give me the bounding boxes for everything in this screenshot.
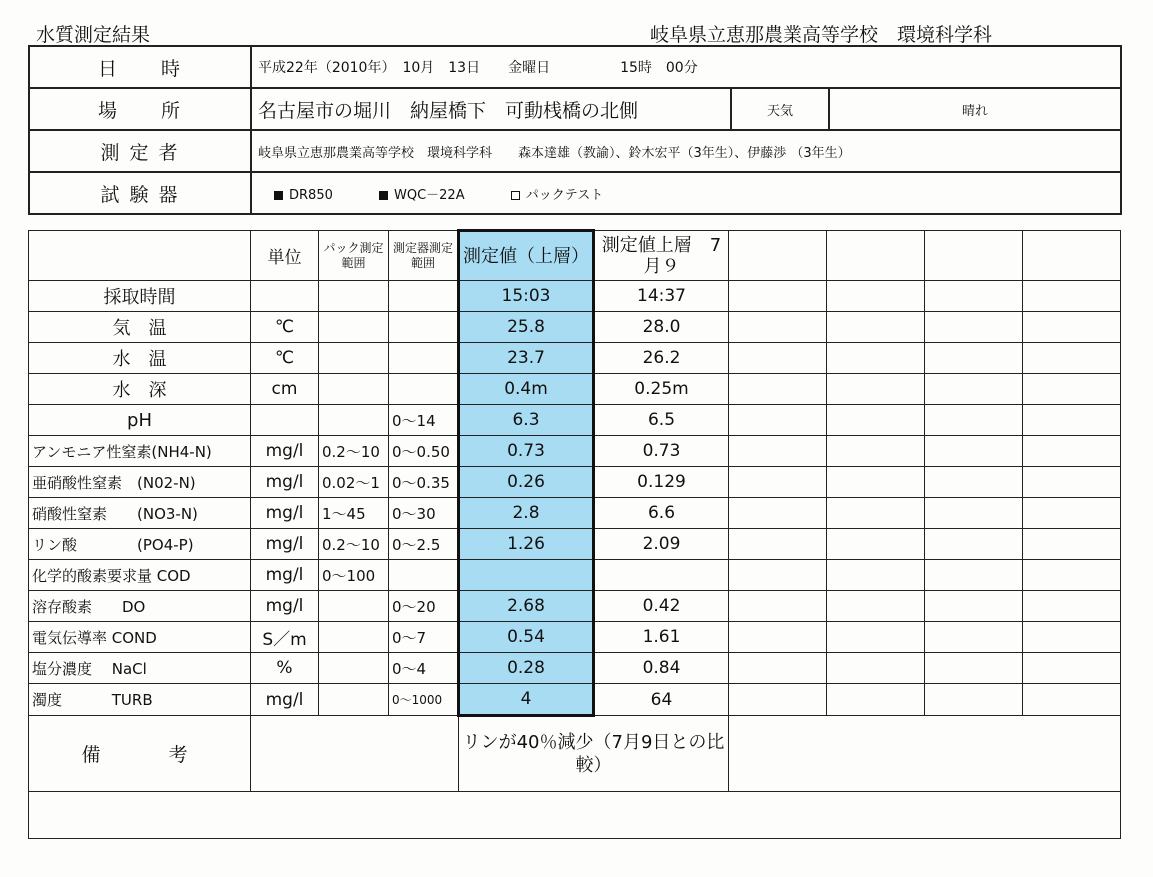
instrument-name: DR850	[289, 187, 333, 203]
empty-cell	[925, 343, 1023, 374]
empty-cell	[1023, 498, 1121, 529]
row-unit: mg/l	[251, 591, 319, 622]
empty-cell	[729, 467, 827, 498]
row-meter-range: 0～0.35	[389, 467, 459, 498]
row-meter-range	[389, 374, 459, 405]
table-row	[29, 622, 1121, 653]
info-table	[28, 45, 1122, 215]
weather-value: 晴れ	[829, 88, 1121, 130]
row-previous-value: 2.09	[594, 529, 729, 560]
row-meter-range	[389, 281, 459, 312]
place-value: 名古屋市の堀川 納屋橋下 可動桟橋の北側	[251, 88, 731, 130]
row-meter-range: 0～1000	[389, 684, 459, 716]
empty-cell	[925, 312, 1023, 343]
instrument-name: WQC－22A	[394, 187, 465, 203]
remarks-value: リンが40％減少（7月9日との比較）	[459, 716, 729, 792]
row-item: 亜硝酸性窒素 (N02-N)	[29, 467, 251, 498]
empty-cell	[1023, 560, 1121, 591]
row-item: 塩分濃度 NaCl	[29, 653, 251, 684]
empty-cell	[729, 560, 827, 591]
empty-cell	[29, 792, 1121, 839]
row-meter-range: 0～14	[389, 405, 459, 436]
empty-cell	[827, 591, 925, 622]
row-current-value: 1.26	[459, 529, 594, 560]
empty-cell	[1023, 281, 1121, 312]
empty-cell	[827, 436, 925, 467]
empty-cell	[729, 622, 827, 653]
empty-cell	[925, 529, 1023, 560]
row-pack-range	[319, 374, 389, 405]
remarks-row	[29, 716, 1121, 792]
row-current-value: 2.8	[459, 498, 594, 529]
table-row	[29, 374, 1121, 405]
table-row	[29, 405, 1121, 436]
row-previous-value: 1.61	[594, 622, 729, 653]
table-row	[29, 343, 1121, 374]
checked-box-icon	[274, 191, 283, 200]
row-current-value: 6.3	[459, 405, 594, 436]
empty-cell	[827, 498, 925, 529]
row-current-value: 0.54	[459, 622, 594, 653]
empty-cell	[1023, 436, 1121, 467]
empty-cell	[827, 405, 925, 436]
row-item: 硝酸性窒素 (NO3-N)	[29, 498, 251, 529]
row-previous-value	[594, 560, 729, 591]
row-unit: ℃	[251, 312, 319, 343]
empty-cell	[827, 312, 925, 343]
empty-cell	[729, 312, 827, 343]
row-unit: %	[251, 653, 319, 684]
empty-cell	[827, 374, 925, 405]
empty-cell	[925, 653, 1023, 684]
empty-cell	[925, 374, 1023, 405]
row-item: 電気伝導率 COND	[29, 622, 251, 653]
remarks-label: 備 考	[29, 716, 251, 792]
row-current-value: 15:03	[459, 281, 594, 312]
row-previous-value: 64	[594, 684, 729, 716]
row-item: 濁度 TURB	[29, 684, 251, 716]
empty-cell	[1023, 591, 1121, 622]
empty-cell	[827, 467, 925, 498]
row-meter-range	[389, 560, 459, 591]
row-current-value: 2.68	[459, 591, 594, 622]
empty-cell	[729, 405, 827, 436]
row-unit: mg/l	[251, 684, 319, 716]
row-unit: mg/l	[251, 498, 319, 529]
empty-cell	[1023, 467, 1121, 498]
row-pack-range	[319, 343, 389, 374]
empty-cell	[729, 436, 827, 467]
header-item-cell	[29, 231, 251, 281]
table-row	[29, 529, 1121, 560]
row-pack-range: 0.02～1	[319, 467, 389, 498]
empty-cell	[729, 716, 1121, 792]
datetime-value: 平成22年（2010年） 10月 13日 金曜日 15時 00分	[251, 46, 1121, 88]
instrument-list	[251, 172, 1121, 214]
row-item: 溶存酸素 DO	[29, 591, 251, 622]
header-meter-range: 測定器測定範囲	[389, 231, 459, 281]
row-item: アンモニア性窒素(NH4-N)	[29, 436, 251, 467]
empty-cell	[1023, 343, 1121, 374]
header-unit: 単位	[251, 231, 319, 281]
checked-box-icon	[379, 191, 388, 200]
empty-cell	[1023, 405, 1121, 436]
empty-cell	[1023, 653, 1121, 684]
row-unit	[251, 281, 319, 312]
row-current-value: 23.7	[459, 343, 594, 374]
place-label: 場 所	[29, 88, 251, 130]
row-unit: mg/l	[251, 529, 319, 560]
row-item: 化学的酸素要求量 COD	[29, 560, 251, 591]
empty-cell	[925, 281, 1023, 312]
datetime-row	[29, 46, 1121, 88]
row-meter-range: 0～20	[389, 591, 459, 622]
weather-label: 天気	[731, 88, 829, 130]
empty-cell	[1023, 684, 1121, 716]
table-row	[29, 591, 1121, 622]
table-row	[29, 498, 1121, 529]
empty-cell	[729, 591, 827, 622]
blank-row	[29, 792, 1121, 839]
row-pack-range: 0.2～10	[319, 436, 389, 467]
page-title: 水質測定結果	[36, 24, 151, 46]
row-meter-range: 0～2.5	[389, 529, 459, 560]
empty-cell	[925, 622, 1023, 653]
empty-cell	[925, 560, 1023, 591]
table-row	[29, 684, 1121, 716]
empty-cell	[925, 436, 1023, 467]
empty-cell	[1023, 312, 1121, 343]
row-pack-range	[319, 684, 389, 716]
row-item: 気 温	[29, 312, 251, 343]
row-unit: S／m	[251, 622, 319, 653]
instrument-row	[29, 172, 1121, 214]
row-pack-range	[319, 281, 389, 312]
empty-cell	[1023, 529, 1121, 560]
empty-cell	[925, 498, 1023, 529]
empty-cell	[827, 560, 925, 591]
empty-cell	[925, 231, 1023, 281]
row-unit: mg/l	[251, 560, 319, 591]
empty-cell	[827, 343, 925, 374]
row-current-value: 0.28	[459, 653, 594, 684]
row-pack-range	[319, 312, 389, 343]
place-row	[29, 88, 1121, 130]
row-previous-value: 0.73	[594, 436, 729, 467]
row-pack-range	[319, 405, 389, 436]
row-unit: ℃	[251, 343, 319, 374]
empty-cell	[925, 684, 1023, 716]
measurer-row	[29, 130, 1121, 172]
row-meter-range: 0～30	[389, 498, 459, 529]
row-previous-value: 0.129	[594, 467, 729, 498]
unchecked-box-icon	[511, 191, 520, 200]
instrument-option	[379, 188, 465, 203]
row-previous-value: 26.2	[594, 343, 729, 374]
empty-cell	[925, 405, 1023, 436]
row-pack-range	[319, 622, 389, 653]
row-previous-value: 0.84	[594, 653, 729, 684]
empty-cell	[1023, 231, 1121, 281]
empty-cell	[1023, 374, 1121, 405]
row-current-value: 4	[459, 684, 594, 716]
header-pack-range: パック測定範囲	[319, 231, 389, 281]
table-row	[29, 436, 1121, 467]
row-item: リン酸 (PO4-P)	[29, 529, 251, 560]
empty-cell	[827, 684, 925, 716]
row-unit	[251, 405, 319, 436]
empty-cell	[827, 653, 925, 684]
empty-cell	[729, 343, 827, 374]
row-meter-range: 0～7	[389, 622, 459, 653]
empty-cell	[827, 622, 925, 653]
header-current-value: 測定値（上層）	[459, 231, 594, 281]
row-item: 採取時間	[29, 281, 251, 312]
empty-cell	[1023, 622, 1121, 653]
row-meter-range	[389, 312, 459, 343]
empty-cell	[827, 231, 925, 281]
measurement-table	[28, 229, 1121, 839]
empty-cell	[729, 281, 827, 312]
instrument-name: パックテスト	[525, 187, 604, 203]
table-row	[29, 467, 1121, 498]
table-row	[29, 312, 1121, 343]
row-previous-value: 6.5	[594, 405, 729, 436]
row-unit: mg/l	[251, 467, 319, 498]
row-current-value	[459, 560, 594, 591]
row-pack-range	[319, 591, 389, 622]
row-item: 水 深	[29, 374, 251, 405]
header-previous-value: 測定値上層 7月９	[594, 231, 729, 281]
empty-cell	[729, 529, 827, 560]
row-item: pH	[29, 405, 251, 436]
row-meter-range	[389, 343, 459, 374]
empty-cell	[729, 684, 827, 716]
row-meter-range: 0～4	[389, 653, 459, 684]
row-unit: cm	[251, 374, 319, 405]
empty-cell	[729, 374, 827, 405]
table-header-row	[29, 231, 1121, 281]
table-row	[29, 281, 1121, 312]
row-current-value: 0.4m	[459, 374, 594, 405]
row-previous-value: 0.42	[594, 591, 729, 622]
row-pack-range	[319, 653, 389, 684]
row-previous-value: 14:37	[594, 281, 729, 312]
row-meter-range: 0～0.50	[389, 436, 459, 467]
instrument-option	[274, 188, 333, 203]
row-current-value: 25.8	[459, 312, 594, 343]
row-previous-value: 28.0	[594, 312, 729, 343]
table-row	[29, 653, 1121, 684]
empty-cell	[729, 498, 827, 529]
measurer-value: 岐阜県立恵那農業高等学校 環境科学科 森本達雄（教諭）、鈴木宏平（3年生）、伊藤渉 （3年生）	[251, 130, 1121, 172]
row-pack-range: 0.2～10	[319, 529, 389, 560]
measurer-label: 測 定 者	[29, 130, 251, 172]
school-name: 岐阜県立恵那農業高等学校 環境科学科	[650, 24, 993, 46]
empty-cell	[827, 529, 925, 560]
row-item: 水 温	[29, 343, 251, 374]
row-current-value: 0.26	[459, 467, 594, 498]
empty-cell	[827, 281, 925, 312]
instrument-option	[511, 188, 603, 203]
datetime-label: 日 時	[29, 46, 251, 88]
empty-cell	[729, 231, 827, 281]
row-previous-value: 6.6	[594, 498, 729, 529]
row-current-value: 0.73	[459, 436, 594, 467]
row-pack-range: 1～45	[319, 498, 389, 529]
empty-cell	[925, 591, 1023, 622]
empty-cell	[925, 467, 1023, 498]
row-previous-value: 0.25m	[594, 374, 729, 405]
row-unit: mg/l	[251, 436, 319, 467]
instrument-label: 試 験 器	[29, 172, 251, 214]
empty-cell	[251, 716, 459, 792]
row-pack-range: 0～100	[319, 560, 389, 591]
table-row	[29, 560, 1121, 591]
empty-cell	[729, 653, 827, 684]
